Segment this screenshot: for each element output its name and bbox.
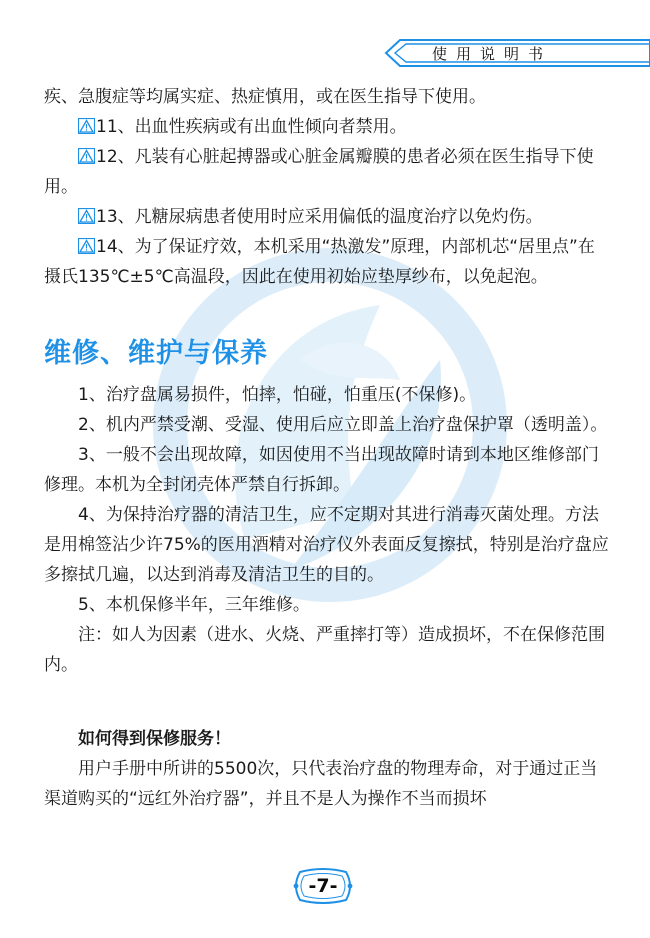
section-title: 维修、维护与保养 [44,338,268,369]
warning-triangle-icon [78,208,95,224]
continuation-text: 疾、急腹症等均属实症、热症慎用，或在医生指导下使用。 [44,87,486,107]
maintenance-item: 1、治疗盘属易损件，怕摔，怕碰，怕重压(不保修)。 [78,385,477,405]
warning-text: 14、为了保证疗效，本机采用“热激发”原理，内部机芯“居里点”在摄氏135℃±5℃高温段，因此在使用初始应垫厚纱布，以免起泡。 [44,237,595,287]
header-title: 使用说明书 [432,45,553,63]
service-text: 用户手册中所讲的5500次，只代表治疗盘的物理寿命，对于通过正当渠道购买的“远红外治疗器”，并且不是人为操作不当而损坏 [44,759,598,809]
warning-triangle-icon [78,118,95,134]
warning-item [44,232,610,292]
maintenance-item: 2、机内严禁受潮、受湿、使用后应立即盖上治疗盘保护罩（透明盖）。 [78,415,608,435]
warning-item [44,142,610,202]
page-content [44,82,610,814]
warning-text: 11、出血性疾病或有出血性倾向者禁用。 [96,117,407,137]
maintenance-item: 4、为保持治疗器的清洁卫生，应不定期对其进行消毒灭菌处理。方法是用棉签沾少许75%的医用酒精对治疗仪外表面反复擦拭，特别是治疗盘应多擦拭几遍，以达到消毒及清洁卫生的目的。 [44,505,609,585]
warning-triangle-icon [78,148,95,164]
warning-text: 13、凡糖尿病患者使用时应采用偏低的温度治疗以免灼伤。 [96,207,543,227]
service-title: 如何得到保修服务！ [78,729,231,749]
page-number: -7- [308,875,338,897]
warning-item [44,112,610,142]
page-number-badge [292,868,354,904]
warning-text: 12、凡装有心脏起搏器或心脏金属瓣膜的患者必须在医生指导下使用。 [44,147,594,197]
warning-item [44,202,610,232]
maintenance-item: 3、一般不会出现故障，如因使用不当出现故障时请到本地区维修部门修理。本机为全封闭壳体严禁自行拆卸。 [44,445,599,495]
maintenance-note: 注：如人为因素（进水、火烧、严重摔打等）造成损坏，不在保修范围内。 [44,625,605,675]
warning-triangle-icon [78,238,95,254]
maintenance-item: 5、本机保修半年，三年维修。 [78,595,310,615]
